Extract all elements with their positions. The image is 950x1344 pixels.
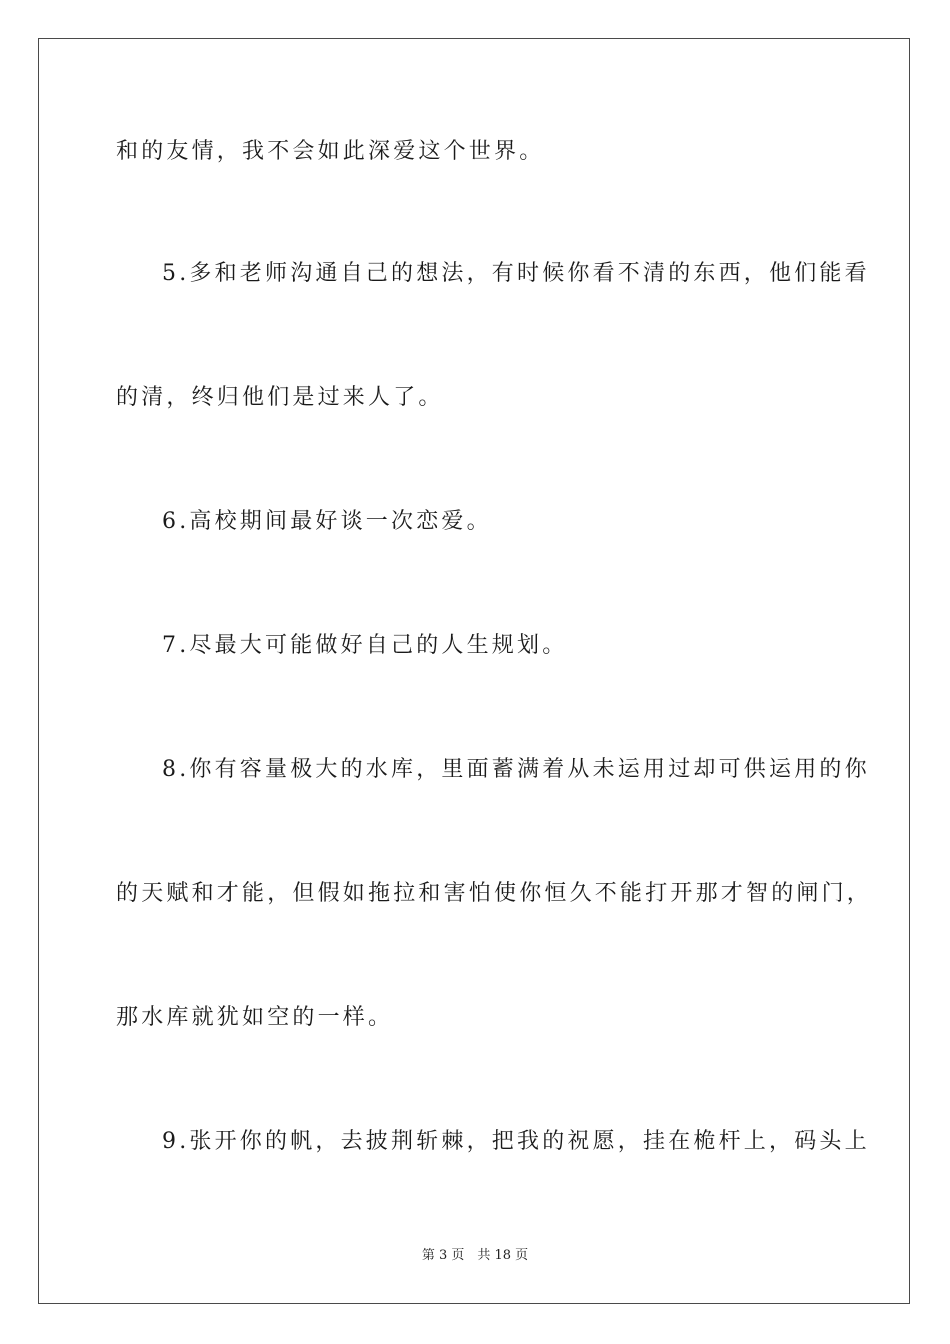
text-line: 7.尽最大可能做好自己的人生规划。 — [162, 633, 568, 658]
text-line: 8.你有容量极大的水库，里面蓄满着从未运用过却可供运用的你 — [162, 757, 870, 782]
text-line: 9.张开你的帆，去披荆斩棘，把我的祝愿，挂在桅杆上，码头上 — [162, 1129, 870, 1154]
page-number-footer: 第 3 页 共 18 页 — [421, 1248, 529, 1263]
page-border — [38, 38, 910, 1304]
text-line: 那水库就犹如空的一样。 — [116, 1005, 394, 1030]
text-line: 5.多和老师沟通自己的想法，有时候你看不清的东西，他们能看 — [162, 261, 870, 286]
text-line: 6.高校期间最好谈一次恋爱。 — [162, 509, 492, 534]
text-line: 和的友情，我不会如此深爱这个世界。 — [116, 139, 545, 164]
text-line: 的天赋和才能，但假如拖拉和害怕使你恒久不能打开那才智的闸门， — [116, 881, 873, 906]
text-line: 的清，终归他们是过来人了。 — [116, 385, 444, 410]
